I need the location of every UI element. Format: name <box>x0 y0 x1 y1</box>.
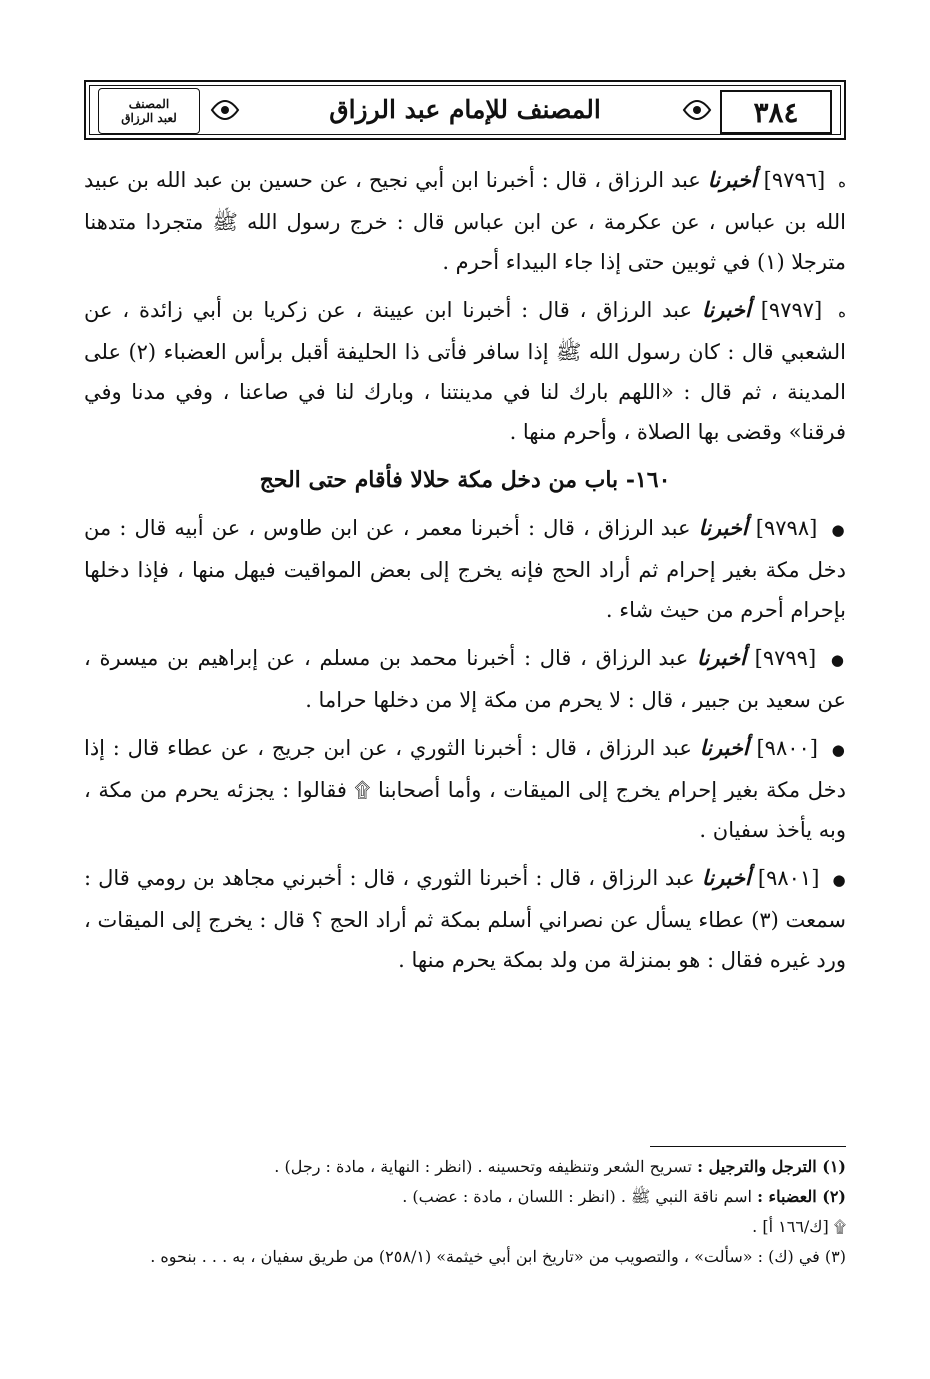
footnote-3 <box>84 1242 846 1272</box>
hadith-marker: ● <box>832 871 846 889</box>
hadith-opening: أخبرنا <box>699 735 749 760</box>
page-header <box>84 80 846 140</box>
hadith-text: عبد الرزاق ، قال : أخبرنا الثوري ، قال : أخبرني مجاهد بن رومي قال : سمعت (٣) عطاء يسأل عن نصراني أسلم بمكة ثم أراد الحج ؟ قال : يخرج إلى الميقات ، ورد غيره فقال : هو بمنزلة من ولد بمكة يحرم منها . <box>84 866 846 972</box>
hadith-text: عبد الرزاق ، قال : أخبرنا الثوري ، عن ابن جريج ، عن عطاء قال : إذا دخل مكة بغير إحرام يخرج إلى الميقات ، وأما أصحابنا ۩ فقالوا : يجزئه يحرم من مكة ، وبه يأخذ سفيان . <box>84 736 846 842</box>
footnotes <box>84 1152 846 1272</box>
hadith-number: [٩٧٩٧] <box>760 298 823 322</box>
hadith-9799 <box>84 638 846 720</box>
hadith-marker: ه <box>838 173 846 191</box>
hadith-number: [٩٨٠٠] <box>756 736 818 760</box>
footnote-label: (٣) <box>824 1247 846 1266</box>
hadith-number: [٩٧٩٦] <box>763 168 826 192</box>
hadith-marker: ● <box>831 741 846 759</box>
chapter-heading: ١٦٠- باب من دخل مكة حلالا فأقام حتى الحج <box>259 467 671 493</box>
hadith-marker: ● <box>831 521 846 539</box>
footnote-text: في (ك) : «سألت» ، والتصويب من «تاريخ ابن أبي خيثمة» (٢٥٨/١) من طريق سفيان ، به . . . بنحوه . <box>150 1247 820 1266</box>
main-text <box>84 160 846 988</box>
hadith-9800 <box>84 728 846 850</box>
hadith-opening: أخبرنا <box>707 167 757 192</box>
footnote-label: (١) الترجل والترجيل : <box>697 1157 846 1176</box>
hadith-9801 <box>84 858 846 980</box>
footnote-text: [ك/١٦٦ أ] . <box>752 1217 829 1236</box>
footnote-separator <box>650 1146 846 1147</box>
hadith-opening: أخبرنا <box>701 865 751 890</box>
hadith-marker: ه <box>838 303 846 321</box>
hadith-9796 <box>84 160 846 282</box>
footnote-1 <box>84 1152 846 1182</box>
ornament-right-icon <box>680 90 714 130</box>
ornament-left-icon <box>208 90 242 130</box>
hadith-marker: ● <box>830 651 846 669</box>
footnote-2 <box>84 1182 846 1212</box>
logo-line-1: المصنف <box>128 97 170 111</box>
footnote-manuscript-ref <box>84 1212 846 1242</box>
hadith-text: عبد الرزاق ، قال : أخبرنا ابن أبي نجيح ، عن حسين بن عبد الله بن عبيد الله بن عباس ، عن عكرمة ، عن ابن عباس قال : خرج رسول الله ﷺ متجردا متدهنا مترجلا (١) في ثوبين حتى إذا جاء البيداء أحرم . <box>84 168 846 274</box>
logo-line-2: لعبد الرزاق <box>121 111 177 125</box>
footnote-label: ۩ <box>833 1217 846 1236</box>
hadith-number: [٩٧٩٩] <box>754 646 817 670</box>
hadith-text: عبد الرزاق ، قال : أخبرنا معمر ، عن ابن طاوس ، عن أبيه قال : من دخل مكة بغير إحرام ثم أراد الحج فإنه يخرج إلى بعض المواقيت فيهل منها ، فإذا دخلها بإحرام أحرم من حيث شاء . <box>84 516 846 622</box>
hadith-opening: أخبرنا <box>701 297 751 322</box>
hadith-opening: أخبرنا <box>698 515 748 540</box>
running-title: المصنف للإمام عبد الرزاق <box>329 95 601 124</box>
footnote-text: اسم ناقة النبي ﷺ . (انظر : اللسان ، مادة : عضب) . <box>402 1187 752 1206</box>
hadith-text: عبد الرزاق ، قال : أخبرنا ابن عيينة ، عن زكريا بن أبي زائدة ، عن الشعبي قال : كان رسول الله ﷺ إذا سافر فأتى ذا الحليفة أقبل برأس العضباء (٢) على المدينة ، ثم قال : «اللهم بارك لنا في مدينتنا ، وبارك لنا في صاعنا ، وفي مدنا وفي فرقنا» وقضى بها الصلاة ، وأحرم منها . <box>84 298 846 444</box>
book-logo <box>98 88 200 134</box>
hadith-opening: أخبرنا <box>696 645 746 670</box>
footnote-text: تسريح الشعر وتنظيفه وتحسينه . (انظر : النهاية ، مادة : رجل) . <box>274 1157 693 1176</box>
page-number-box <box>720 90 832 134</box>
footnote-label: (٢) العضباء : <box>757 1187 846 1206</box>
hadith-9797 <box>84 290 846 452</box>
hadith-number: [٩٨٠١] <box>757 866 820 890</box>
hadith-9798 <box>84 508 846 630</box>
hadith-text: عبد الرزاق ، قال : أخبرنا محمد بن مسلم ، عن إبراهيم بن ميسرة ، عن سعيد بن جبير ، قال : لا يحرم من مكة إلا من دخلها حراما . <box>84 646 846 712</box>
page-number: ٣٨٤ <box>753 95 799 129</box>
hadith-number: [٩٧٩٨] <box>755 516 818 540</box>
